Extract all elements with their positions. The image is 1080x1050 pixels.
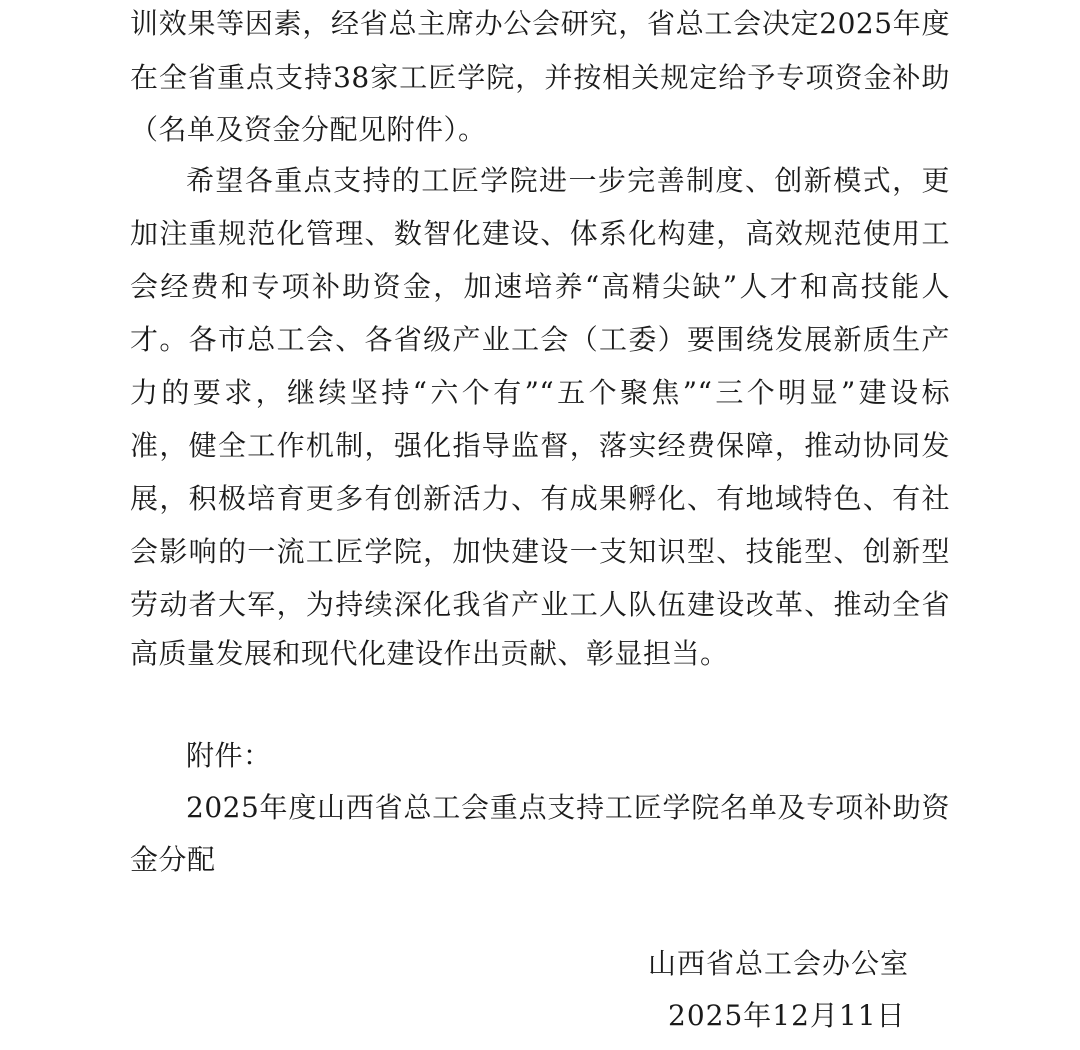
paragraph2-line-4: 才。各市总工会、各省级产业工会（工委）要围绕发展新质生产 — [130, 323, 950, 356]
paragraph2-line-7: 展，积极培育更多有创新活力、有成果孵化、有地域特色、有社 — [130, 482, 950, 515]
paragraph1-line-3: （名单及资金分配见附件）。 — [130, 113, 487, 146]
paragraph2-line-3: 会经费和专项补助资金，加速培养“高精尖缺”人才和高技能人 — [130, 270, 950, 303]
paragraph2-line-1: 希望各重点支持的工匠学院进一步完善制度、创新模式，更 — [186, 164, 950, 197]
signature-date: 2025年12月11日 — [668, 999, 906, 1032]
paragraph2-line-6: 准，健全工作机制，强化指导监督，落实经费保障，推动协同发 — [130, 429, 950, 462]
attachment-title-line-2: 金分配 — [130, 843, 216, 876]
paragraph1-line-2: 在全省重点支持38家工匠学院，并按相关规定给予专项资金补助 — [130, 61, 950, 94]
signature-organization: 山西省总工会办公室 — [648, 947, 910, 980]
paragraph2-line-8: 会影响的一流工匠学院，加快建设一支知识型、技能型、创新型 — [130, 535, 950, 568]
attachment-label: 附件： — [186, 739, 272, 772]
attachment-title-line-1: 2025年度山西省总工会重点支持工匠学院名单及专项补助资 — [186, 791, 950, 824]
paragraph1-line-1: 训效果等因素，经省总主席办公会研究，省总工会决定2025年度 — [130, 7, 950, 40]
paragraph2-line-9: 劳动者大军，为持续深化我省产业工人队伍建设改革、推动全省 — [130, 588, 950, 621]
paragraph2-line-2: 加注重规范化管理、数智化建设、体系化构建，高效规范使用工 — [130, 217, 950, 250]
paragraph2-line-5: 力的要求，继续坚持“六个有”“五个聚焦”“三个明显”建设标 — [130, 376, 950, 409]
paragraph2-line-10: 高质量发展和现代化建设作出贡献、彰显担当。 — [130, 637, 729, 670]
